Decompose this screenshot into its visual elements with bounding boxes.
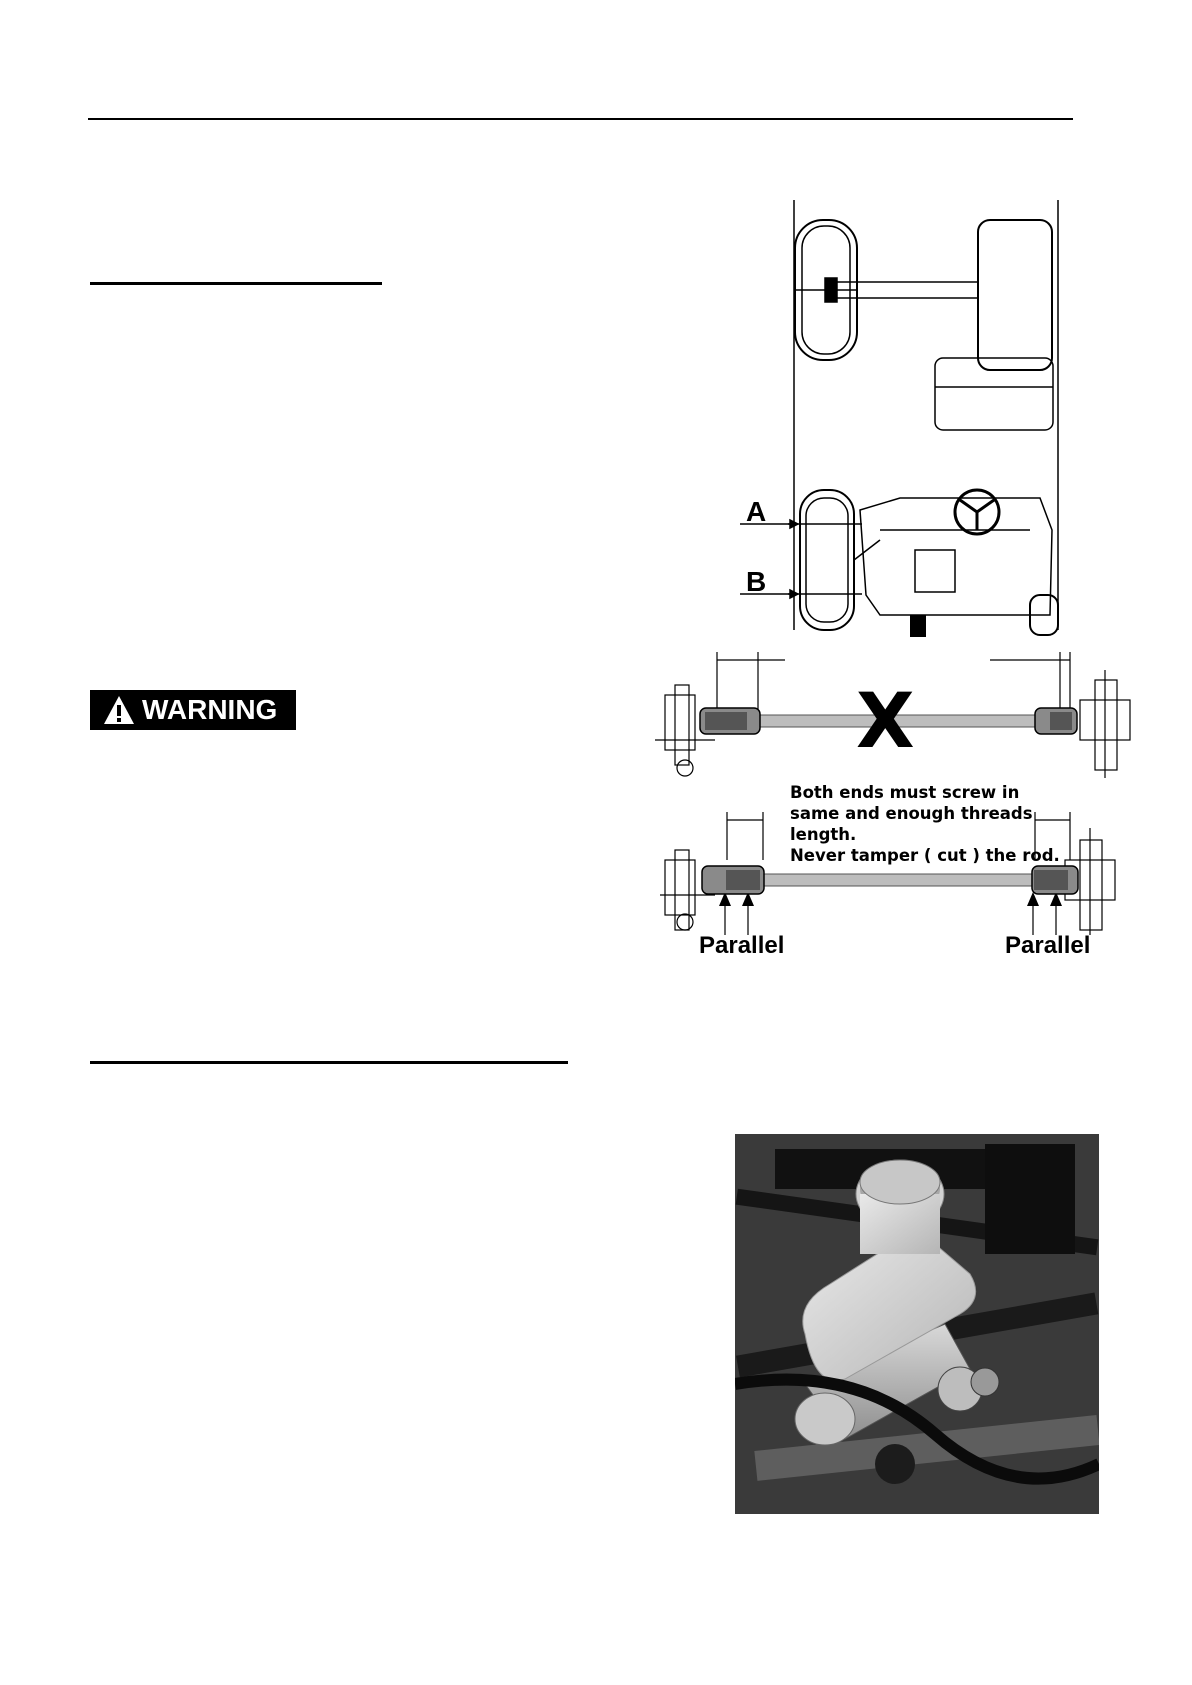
warning-triangle-icon xyxy=(102,694,136,726)
front-left-wheel xyxy=(800,490,854,630)
steering-alignment-diagram xyxy=(740,200,1070,638)
incorrect-mark: X xyxy=(856,676,915,765)
tie-rod-note-line-4: Never tamper ( cut ) the rod. xyxy=(790,846,1060,865)
dimension-label-b: B xyxy=(746,566,767,597)
warning-badge xyxy=(90,690,296,730)
tie-rod-note-line-3: length. xyxy=(790,825,857,844)
tie-rod-correct-diagram xyxy=(660,810,1140,935)
tie-rod-note-line-1: Both ends must screw in xyxy=(790,783,1020,802)
parallel-label-right: Parallel xyxy=(1005,932,1091,959)
parallel-label-left: Parallel xyxy=(699,932,785,959)
dimension-label-a: A xyxy=(746,496,767,527)
page-header-rule xyxy=(88,118,1073,120)
section-heading-underline-steering xyxy=(90,282,382,285)
tie-rod-note-line-2: same and enough threads xyxy=(790,804,1033,823)
rear-right-wheel xyxy=(978,220,1052,370)
warning-label: WARNING xyxy=(142,694,278,725)
master-cylinder-photo xyxy=(735,1134,1099,1514)
section-heading-underline-brake xyxy=(90,1061,568,1064)
